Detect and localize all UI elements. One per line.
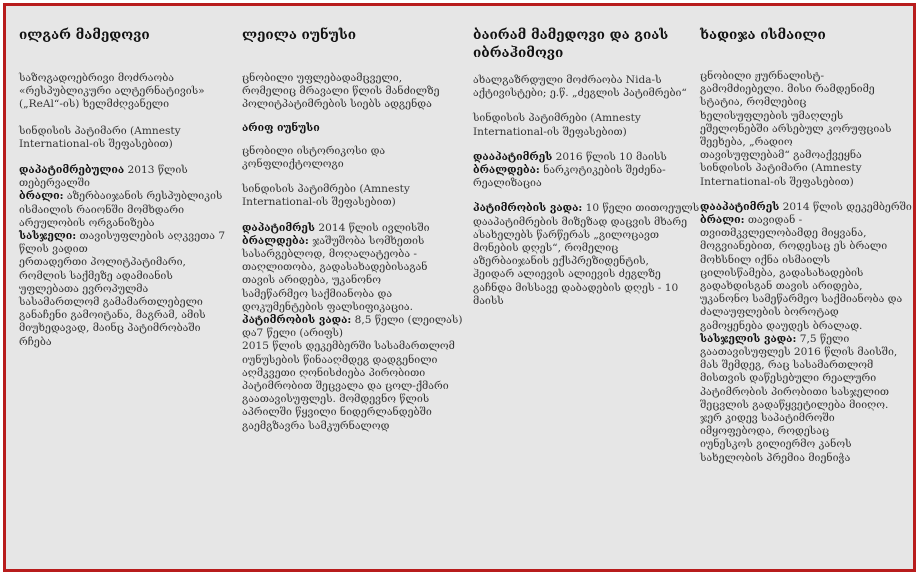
value: თავიდან - თვითმკვლელობამდე მიყვანა, მოგვიანებით, როდესაც ეს ბრალი მოხსნილ იქნა ისმაილს ცილისწამება, გადასახადების გადახდისგან თავის არიდება, უკანონო სამეწარმეო საქმიანობა და ძალაუფლების ბოროტად გამოყენება დაუდეს ბრალად. xyxy=(700,214,903,332)
text-block: ცნობილი ჟურნალისტ- გამომძიებელი. მისი რამდენიმე სტატია, რომლებიც ხელისუფლების უმაღლეს ეშელონებში არსებულ კორუფციას შეეხება, „რადიო თავისუფლებამ“ გამოაქვეყნა სინდისის პატიმარი (Amnesty International-ის შეფასებით) xyxy=(700,70,892,188)
value: 2014 წლის ივლისში xyxy=(318,221,430,234)
text-block xyxy=(473,202,705,308)
text-block xyxy=(19,190,234,230)
value: აზერბაიჯანის რესპუბლიკის ისმაილის რაიონში მომხდარი არეულობის ორგანიზება xyxy=(19,190,223,229)
column-title: ლეილა იუნუსი xyxy=(242,27,357,43)
value: 2014 წლის დეკემბერში xyxy=(782,200,912,213)
value: 10 წელი თითოეულს დააპატიმრების მიზეზად დაცვის მხარე ასახელებს წარწერას „გილოცავთ მონების დღეს“, რომელიც აზერბაიჯანის ექსპრეზიდენტის, ჰეიდარ ალიევის ალიევის ძეგლზე გაჩნდა მისსავე დაბადების დღეს - 10 მაისს xyxy=(473,202,700,307)
label: სასჯელი: xyxy=(19,230,77,243)
value: ნარკოტიკების შეძენა- რეალიზაცია xyxy=(473,164,666,190)
column-khadija-ismayilova xyxy=(700,6,912,569)
text-block xyxy=(473,151,705,191)
value: თავისუფლების აღკვეთა 7 წლის ვადით ერთადერთი პოლიტპატიმარი, რომლის საქმეზე ადამიანის უფლებათა ევროპულმა სასამართლომ გამამართლებელი განაჩენი გამოიტანა, მაგრამ, ამის მიუხედავად, მაინც პატიმრობაში რჩება xyxy=(19,230,226,348)
text-block: ახალგაზრდული მოძრაობა Nida-ს აქტივისტები; ე.წ. „ძეგლის პატიმრები“ xyxy=(473,74,687,100)
column-ilgar-mammadov xyxy=(19,6,234,569)
value: 8,5 წელი (ლეილას) და7 წელი (არიფს) 2015 წლის დეკემბერში სასამართლომ იუნუსების წინააღმდეგ დადგენილი აღმკვეთი ღონისძიება პირობითი პატიმრობით შეცვალა და ცოლ-ქმარი გაათავისუფლეს. მომდევნო წლის აპრილში წყვილი ნიდერლანდებში გაემგზავრა სამკურნალოდ xyxy=(242,314,463,432)
label: დაპატიმრეს xyxy=(242,221,315,234)
text-block: ცნობილი ისტორიკოსი და კონფლიქტოლოგი xyxy=(242,144,386,171)
label: დააპატიმრეს xyxy=(473,150,553,163)
label: პატიმრობის ვადა: xyxy=(473,202,583,215)
text-block xyxy=(700,201,912,465)
value: 7,5 წელი გაათავისუფლეს 2016 წლის მაისში, მას შემდეგ, რაც სასამართლომ მისთვის დაწესებული რეალური პატიმრობის პირობითი სასჯელით შეცვლის გადაწყვეტილება მიიღო. ჯერ კიდევ საპატიმროში იმყოფებოდა, როდესაც იუნესკოს გილიერმო კანოს სახელობის პრემია მიენიჭა xyxy=(700,332,898,464)
column-leyla-yunus xyxy=(242,6,472,569)
label: ბრალდება: xyxy=(473,164,540,177)
label: ბრალდება: xyxy=(242,234,309,247)
value: 2013 წლის თებერვალში xyxy=(19,164,188,190)
text-block: საზოგადოებრივი მოძრაობა «რესპუბლიკური ალტერნატივის» („ReAl“-ის) ხელმძღვანელი xyxy=(19,72,205,111)
value: 2016 წლის 10 მაისს xyxy=(555,150,667,163)
label: ბრალი: xyxy=(19,190,64,203)
column-title: ხადიჯა ისმაილი xyxy=(700,27,826,43)
label: ბრალი: xyxy=(700,214,745,227)
value: ჯაშუშობა სომხეთის სასარგებლოდ, მოღალატეობა - თაღლითობა, გადასახადებისაგან თავის არიდება, უკანონო სამეწარმეო საქმიანობა და დოკუმენტების ფალსიფიკაცია. xyxy=(242,234,428,313)
column-bayram-giyas xyxy=(473,6,705,569)
text-block xyxy=(19,164,234,190)
text-block: სინდისის პატიმრები (Amnesty International-ის შეფასებით) xyxy=(242,183,410,209)
text-block: სინდისის პატიმარი (Amnesty International-ის შეფასებით) xyxy=(19,124,181,150)
column-title: ბაირამ მამედოვი და გიას იბრაჰიმოვი xyxy=(473,27,669,61)
label: დააპატიმრეს xyxy=(700,200,780,213)
label: სასჯელის ვადა: xyxy=(700,332,797,345)
text-block xyxy=(19,230,234,349)
column-title: ილგარ მამედოვი xyxy=(19,27,150,43)
label: დაპატიმრებულია xyxy=(19,164,125,177)
text-block: სინდისის პატიმრები (Amnesty International-ის შეფასებით) xyxy=(473,112,641,138)
text-block: ცნობილი უფლებადამცველი, რომელიც მრავალი წლის მანძილზე პოლიტპატიმრების სიებს ადგენდა xyxy=(242,72,440,111)
section-heading: არიფ იუნუსი xyxy=(242,121,320,134)
label: პატიმრობის ვადა: xyxy=(242,314,352,327)
document-frame xyxy=(3,3,916,572)
text-block xyxy=(242,222,472,433)
